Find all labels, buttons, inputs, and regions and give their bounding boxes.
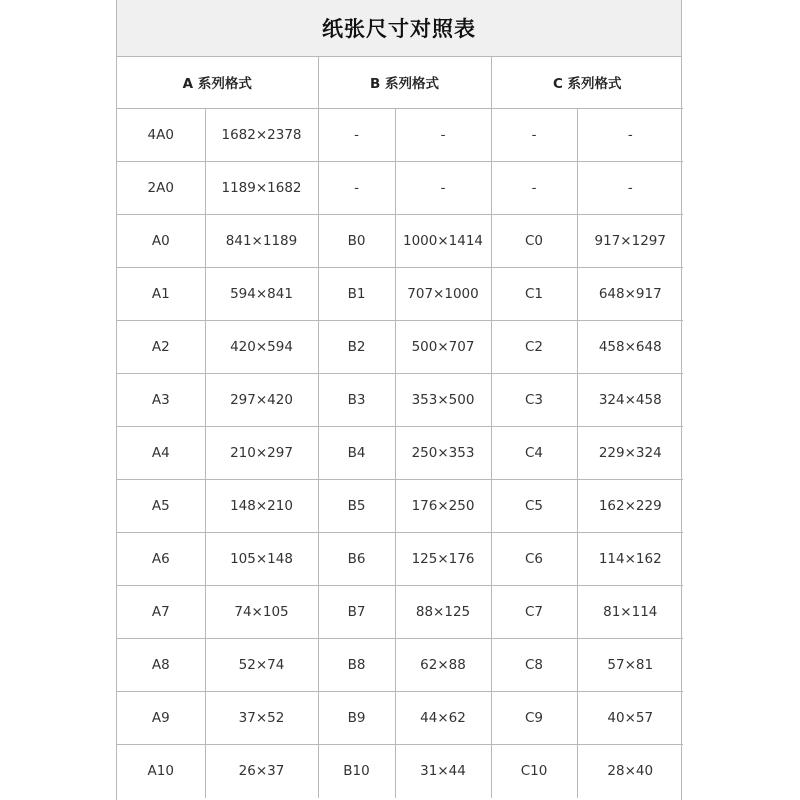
c-series-name-cell: C8 [491,639,577,692]
a-series-name-cell: A8 [117,639,205,692]
table-row [117,215,683,268]
table-row [117,745,683,798]
a-series-size-cell: 37×52 [205,692,318,745]
paper-size-sheet [116,0,682,800]
a-series-name-cell: A10 [117,745,205,798]
a-series-size-cell: 74×105 [205,586,318,639]
a-series-size-cell: 297×420 [205,374,318,427]
c-series-size-cell: - [577,162,683,215]
c-series-size-cell: 162×229 [577,480,683,533]
page-title: 纸张尺寸对照表 [117,0,681,57]
table-row [117,268,683,321]
b-series-size-cell: - [395,162,491,215]
b-series-size-cell: 31×44 [395,745,491,798]
b-series-size-cell: 250×353 [395,427,491,480]
b-series-size-cell: 125×176 [395,533,491,586]
c-series-size-cell: 917×1297 [577,215,683,268]
table-row [117,374,683,427]
b-series-name-cell: B0 [318,215,395,268]
b-series-size-cell: - [395,109,491,162]
c-series-size-cell: 229×324 [577,427,683,480]
paper-size-table [117,56,683,798]
a-series-size-cell: 26×37 [205,745,318,798]
c-series-size-cell: - [577,109,683,162]
a-series-size-cell: 1189×1682 [205,162,318,215]
table-row [117,321,683,374]
a-series-size-cell: 105×148 [205,533,318,586]
c-series-name-cell: - [491,162,577,215]
a-series-size-cell: 148×210 [205,480,318,533]
c-series-name-cell: C5 [491,480,577,533]
table-row [117,162,683,215]
table-row [117,639,683,692]
c-series-size-cell: 28×40 [607,763,654,780]
c-series-size-cell: 57×81 [577,639,683,692]
c-series-name-cell: C3 [491,374,577,427]
header-a-series: A 系列格式 [117,56,318,109]
a-series-name-cell: A0 [117,215,205,268]
table-body [117,109,683,798]
c-series-name-cell: C4 [491,427,577,480]
b-series-size-cell: 44×62 [395,692,491,745]
header-c-series: C 系列格式 [491,56,683,109]
c-series-size-cell: 648×917 [577,268,683,321]
b-series-size-cell: 1000×1414 [395,215,491,268]
c-series-name-cell: C7 [491,586,577,639]
table-row [117,427,683,480]
a-series-size-cell: 841×1189 [205,215,318,268]
a-series-name-cell: A6 [117,533,205,586]
c-series-size-cell: 81×114 [577,586,683,639]
b-series-name-cell: B10 [318,745,395,798]
c-series-name-cell: C6 [491,533,577,586]
table-row [117,480,683,533]
a-series-name-cell: A4 [117,427,205,480]
b-series-name-cell: B7 [318,586,395,639]
b-series-name-cell: B1 [318,268,395,321]
a-series-name-cell: A5 [117,480,205,533]
a-series-name-cell: A2 [117,321,205,374]
b-series-name-cell: - [318,109,395,162]
b-series-name-cell: B4 [318,427,395,480]
a-series-size-cell: 52×74 [205,639,318,692]
b-series-size-cell: 62×88 [395,639,491,692]
c-series-name-cell: C0 [491,215,577,268]
c-series-size-cell: 114×162 [577,533,683,586]
b-series-name-cell: - [318,162,395,215]
a-series-name-cell: 2A0 [117,162,205,215]
b-series-size-cell: 88×125 [395,586,491,639]
c-series-size-cell: 324×458 [577,374,683,427]
table-row [117,109,683,162]
a-series-size-cell: 594×841 [205,268,318,321]
a-series-size-cell: 420×594 [205,321,318,374]
b-series-name-cell: B8 [318,639,395,692]
c-series-name-cell: C2 [491,321,577,374]
c-series-size-cell: 40×57 [577,692,683,745]
b-series-size-cell: 707×1000 [395,268,491,321]
c-series-name-cell: C9 [491,692,577,745]
a-series-size-cell: 210×297 [205,427,318,480]
a-series-name-cell: A1 [117,268,205,321]
c-series-name-cell: C10 [491,745,577,798]
a-series-size-cell: 1682×2378 [205,109,318,162]
b-series-size-cell: 176×250 [395,480,491,533]
table-row [117,586,683,639]
b-series-name-cell: B3 [318,374,395,427]
table-row [117,692,683,745]
b-series-name-cell: B2 [318,321,395,374]
header-b-series: B 系列格式 [318,56,491,109]
table-row [117,533,683,586]
a-series-name-cell: A9 [117,692,205,745]
a-series-name-cell: A7 [117,586,205,639]
b-series-size-cell: 353×500 [395,374,491,427]
c-series-name-cell: - [491,109,577,162]
b-series-name-cell: B6 [318,533,395,586]
b-series-name-cell: B5 [318,480,395,533]
c-series-size-cell: 458×648 [577,321,683,374]
a-series-name-cell: 4A0 [117,109,205,162]
header-row [117,56,683,109]
c-series-name-cell: C1 [491,268,577,321]
a-series-name-cell: A3 [117,374,205,427]
b-series-name-cell: B9 [318,692,395,745]
b-series-size-cell: 500×707 [395,321,491,374]
